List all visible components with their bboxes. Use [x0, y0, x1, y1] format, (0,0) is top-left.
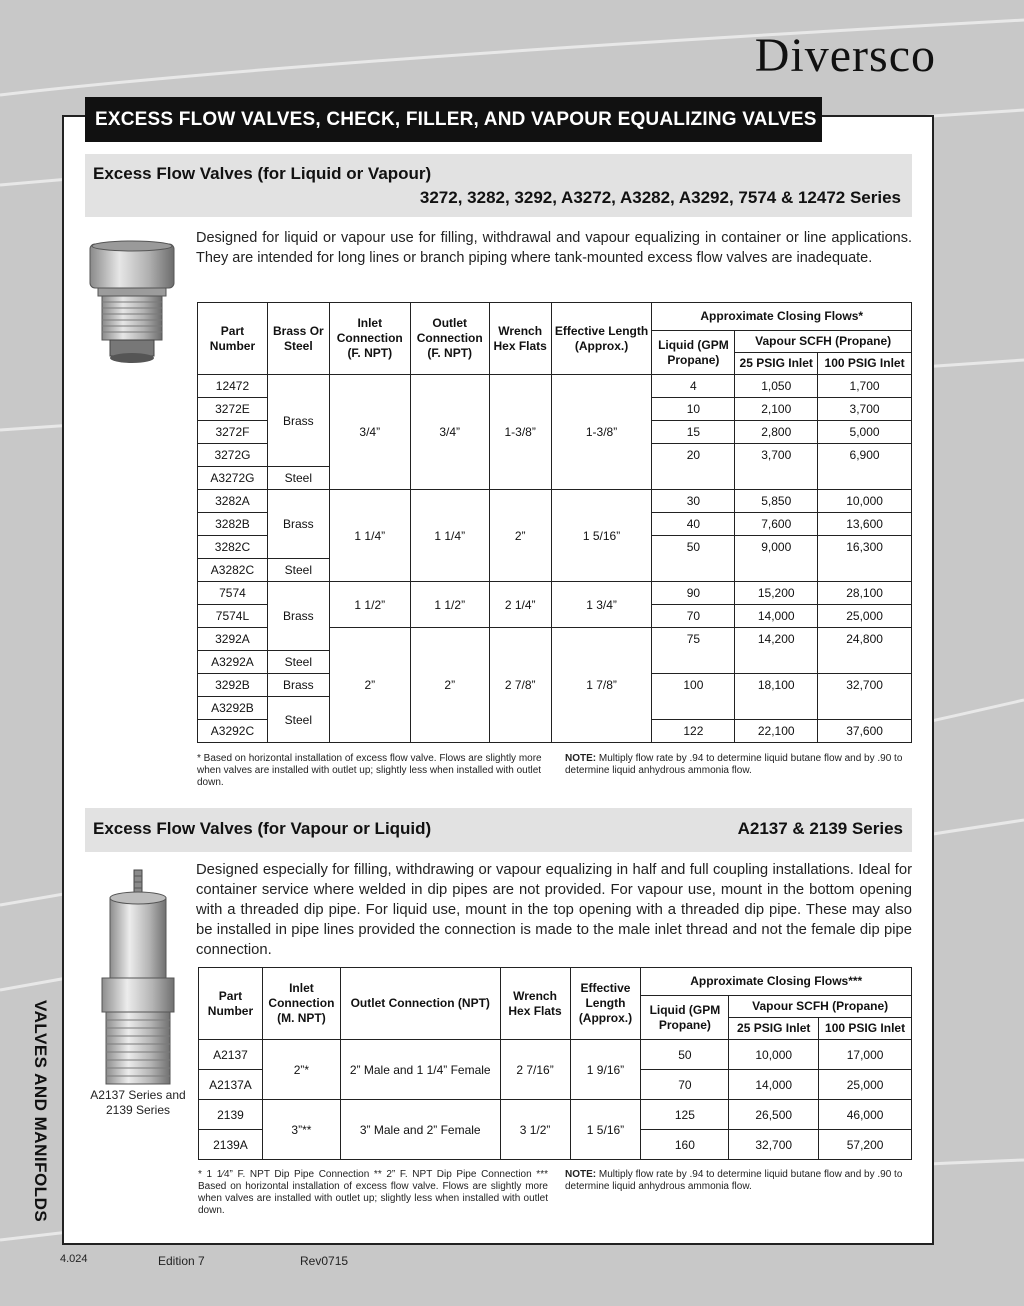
section2-header — [85, 808, 912, 852]
p100-cell: 1,700 — [818, 375, 912, 398]
p100-cell: 17,000 — [819, 1040, 912, 1070]
outlet-cell: 3/4” — [410, 375, 489, 490]
p100-cell: 28,100 — [818, 582, 912, 605]
liquid-cell: 160 — [641, 1130, 729, 1160]
length-cell: 1 5/16” — [570, 1100, 641, 1160]
section1-header — [85, 154, 912, 217]
p25-cell: 7,600 — [735, 513, 818, 536]
section2-note — [565, 1169, 913, 1193]
header-length: Effective Length (Approx.) — [551, 303, 652, 375]
header-flows: Approximate Closing Flows* — [652, 303, 912, 331]
inlet-cell: 3”** — [262, 1100, 340, 1160]
header-25psig: 25 PSIG Inlet — [729, 1018, 819, 1040]
material-cell: Steel — [267, 651, 329, 674]
p100-cell: 25,000 — [818, 605, 912, 628]
wrench-cell: 2 7/8” — [489, 628, 551, 743]
p25-cell: 14,200 — [735, 628, 818, 674]
p25-cell: 2,100 — [735, 398, 818, 421]
p25-cell: 2,800 — [735, 421, 818, 444]
liquid-cell: 122 — [652, 720, 735, 743]
liquid-cell: 4 — [652, 375, 735, 398]
p25-cell: 1,050 — [735, 375, 818, 398]
header-wrench: Wrench Hex Flats — [489, 303, 551, 375]
material-cell: Steel — [267, 467, 329, 490]
section1-description: Designed for liquid or vapour use for filling, withdrawal and vapour equalizing in container or line applications. They are intended for long lines or branch piping where tank-mounted excess flow valves are inadequate. — [196, 230, 912, 266]
length-cell: 1 5/16” — [551, 490, 652, 582]
p100-cell: 3,700 — [818, 398, 912, 421]
liquid-cell: 125 — [641, 1100, 729, 1130]
part-cell: 3292A — [198, 628, 268, 651]
p100-cell: 46,000 — [819, 1100, 912, 1130]
section1-title: Excess Flow Valves (for Liquid or Vapour) — [93, 164, 432, 183]
outlet-cell: 2” — [410, 628, 489, 743]
header-25psig: 25 PSIG Inlet — [735, 353, 818, 375]
section2-table — [198, 967, 912, 1160]
section1-footnote: * Based on horizontal installation of excess flow valve. Flows are slightly more when valves are installed with outlet up; slightly less when installed with outlet down. — [197, 753, 542, 788]
side-label: VALVES AND MANIFOLDS — [31, 1000, 50, 1223]
footer-page-number: 4.024 — [60, 1253, 88, 1265]
wrench-cell: 2” — [489, 490, 551, 582]
p25-cell: 3,700 — [735, 444, 818, 490]
p25-cell: 15,200 — [735, 582, 818, 605]
header-vapour: Vapour SCFH (Propane) — [729, 996, 912, 1018]
length-cell: 1 9/16” — [570, 1040, 641, 1100]
part-cell: A3292B — [198, 697, 268, 720]
valve-photo-1 — [82, 240, 182, 370]
photo-caption: A2137 Series and 2139 Series — [90, 1088, 186, 1117]
liquid-cell: 90 — [652, 582, 735, 605]
section2-title: Excess Flow Valves (for Vapour or Liquid) — [93, 819, 432, 838]
section1-note — [565, 753, 913, 777]
part-cell: 3272E — [198, 398, 268, 421]
material-cell: Brass — [267, 674, 329, 697]
p25-cell: 10,000 — [729, 1040, 819, 1070]
p100-cell: 5,000 — [818, 421, 912, 444]
p25-cell: 14,000 — [735, 605, 818, 628]
wrench-cell: 3 1/2” — [500, 1100, 570, 1160]
part-cell: 3272G — [198, 444, 268, 467]
liquid-cell: 20 — [652, 444, 735, 490]
wrench-cell: 2 1/4” — [489, 582, 551, 628]
part-cell: 12472 — [198, 375, 268, 398]
p100-cell: 32,700 — [818, 674, 912, 720]
header-flows: Approximate Closing Flows*** — [641, 968, 912, 996]
outlet-cell: 3” Male and 2” Female — [340, 1100, 500, 1160]
wrench-cell: 2 7/16” — [500, 1040, 570, 1100]
liquid-cell: 10 — [652, 398, 735, 421]
header-outlet: Outlet Connection (NPT) — [340, 968, 500, 1040]
liquid-cell: 15 — [652, 421, 735, 444]
part-cell: 2139 — [199, 1100, 263, 1130]
section2-description: Designed especially for filling, withdrawing or vapour equalizing in half and full coupling installations. Ideal for container service where welded in dip pipes are not provided. For vapour use, mount in the bottom opening with a threaded dip pipe. For liquid use, mount in the top opening with a threaded dip pipe. These may also be installed in pipe lines provided the connection is made to the male inlet thread and not the female dip pipe connection. — [196, 862, 912, 958]
inlet-cell: 2”* — [262, 1040, 340, 1100]
p100-cell: 57,200 — [819, 1130, 912, 1160]
part-cell: 3292B — [198, 674, 268, 697]
header-outlet: Outlet Connection (F. NPT) — [410, 303, 489, 375]
inlet-cell: 1 1/2” — [329, 582, 410, 628]
note-label: NOTE: — [565, 753, 597, 764]
liquid-cell: 50 — [652, 536, 735, 582]
liquid-cell: 75 — [652, 628, 735, 674]
liquid-cell: 30 — [652, 490, 735, 513]
inlet-cell: 1 1/4” — [329, 490, 410, 582]
p100-cell: 25,000 — [819, 1070, 912, 1100]
section2-series: A2137 & 2139 Series — [737, 819, 903, 838]
part-cell: 7574L — [198, 605, 268, 628]
material-cell: Brass — [267, 582, 329, 651]
p25-cell: 26,500 — [729, 1100, 819, 1130]
p100-cell: 6,900 — [818, 444, 912, 490]
length-cell: 1 3/4” — [551, 582, 652, 628]
liquid-cell: 40 — [652, 513, 735, 536]
outlet-cell: 1 1/4” — [410, 490, 489, 582]
header-liquid: Liquid (GPM Propane) — [652, 331, 735, 375]
header-part-number: Part Number — [198, 303, 268, 375]
inlet-cell: 3/4” — [329, 375, 410, 490]
section1-series: 3272, 3282, 3292, A3272, A3282, A3292, 7574 & 12472 Series — [419, 188, 901, 207]
part-cell: 3282B — [198, 513, 268, 536]
outlet-cell: 2” Male and 1 1/4” Female — [340, 1040, 500, 1100]
p25-cell: 32,700 — [729, 1130, 819, 1160]
part-cell: 3282C — [198, 536, 268, 559]
section2-footnote: * 1 1⁄4” F. NPT Dip Pipe Connection ** 2” F. NPT Dip Pipe Connection *** Based on horizontal installation of excess flow valve. Flows are slightly more when valves are installed with outlet up; slightly less when installed with outlet down. — [198, 1169, 548, 1216]
outlet-cell: 1 1/2” — [410, 582, 489, 628]
wrench-cell: 1-3/8” — [489, 375, 551, 490]
part-cell: A2137A — [199, 1070, 263, 1100]
length-cell: 1 7/8” — [551, 628, 652, 743]
material-cell: Steel — [267, 697, 329, 743]
header-material: Brass Or Steel — [267, 303, 329, 375]
liquid-cell: 70 — [652, 605, 735, 628]
material-cell: Brass — [267, 375, 329, 467]
part-cell: 2139A — [199, 1130, 263, 1160]
header-wrench: Wrench Hex Flats — [500, 968, 570, 1040]
note-label: NOTE: — [565, 1169, 597, 1180]
liquid-cell: 100 — [652, 674, 735, 720]
p25-cell: 18,100 — [735, 674, 818, 720]
inlet-cell: 2” — [329, 628, 410, 743]
part-cell: 3282A — [198, 490, 268, 513]
part-cell: A3292C — [198, 720, 268, 743]
liquid-cell: 70 — [641, 1070, 729, 1100]
brand-logo: Diversco — [754, 29, 936, 82]
length-cell: 1-3/8” — [551, 375, 652, 490]
section1-table — [197, 302, 912, 743]
part-cell: A3272G — [198, 467, 268, 490]
p100-cell: 10,000 — [818, 490, 912, 513]
footer-revision: Rev0715 — [300, 1254, 349, 1268]
p100-cell: 37,600 — [818, 720, 912, 743]
note-text: Multiply flow rate by .94 to determine liquid butane flow and by .90 to determine liquid anhydrous ammonia flow. — [565, 753, 903, 776]
p25-cell: 9,000 — [735, 536, 818, 582]
footer-edition: Edition 7 — [158, 1254, 205, 1268]
part-cell: 3272F — [198, 421, 268, 444]
p100-cell: 13,600 — [818, 513, 912, 536]
header-vapour: Vapour SCFH (Propane) — [735, 331, 912, 353]
p100-cell: 16,300 — [818, 536, 912, 582]
part-cell: A2137 — [199, 1040, 263, 1070]
header-100psig: 100 PSIG Inlet — [819, 1018, 912, 1040]
p25-cell: 22,100 — [735, 720, 818, 743]
valve-photo-2 — [90, 868, 186, 1088]
header-inlet: Inlet Connection (M. NPT) — [262, 968, 340, 1040]
header-length: Effective Length (Approx.) — [570, 968, 641, 1040]
liquid-cell: 50 — [641, 1040, 729, 1070]
page-banner: EXCESS FLOW VALVES, CHECK, FILLER, AND VAPOUR EQUALIZING VALVES — [85, 97, 822, 142]
header-liquid: Liquid (GPM Propane) — [641, 996, 729, 1040]
p100-cell: 24,800 — [818, 628, 912, 674]
material-cell: Steel — [267, 559, 329, 582]
part-cell: A3292A — [198, 651, 268, 674]
p25-cell: 5,850 — [735, 490, 818, 513]
header-100psig: 100 PSIG Inlet — [818, 353, 912, 375]
header-part-number: Part Number — [199, 968, 263, 1040]
part-cell: 7574 — [198, 582, 268, 605]
p25-cell: 14,000 — [729, 1070, 819, 1100]
note-text: Multiply flow rate by .94 to determine liquid butane flow and by .90 to determine liquid anhydrous ammonia flow. — [565, 1169, 903, 1192]
part-cell: A3282C — [198, 559, 268, 582]
header-inlet: Inlet Connection (F. NPT) — [329, 303, 410, 375]
material-cell: Brass — [267, 490, 329, 559]
